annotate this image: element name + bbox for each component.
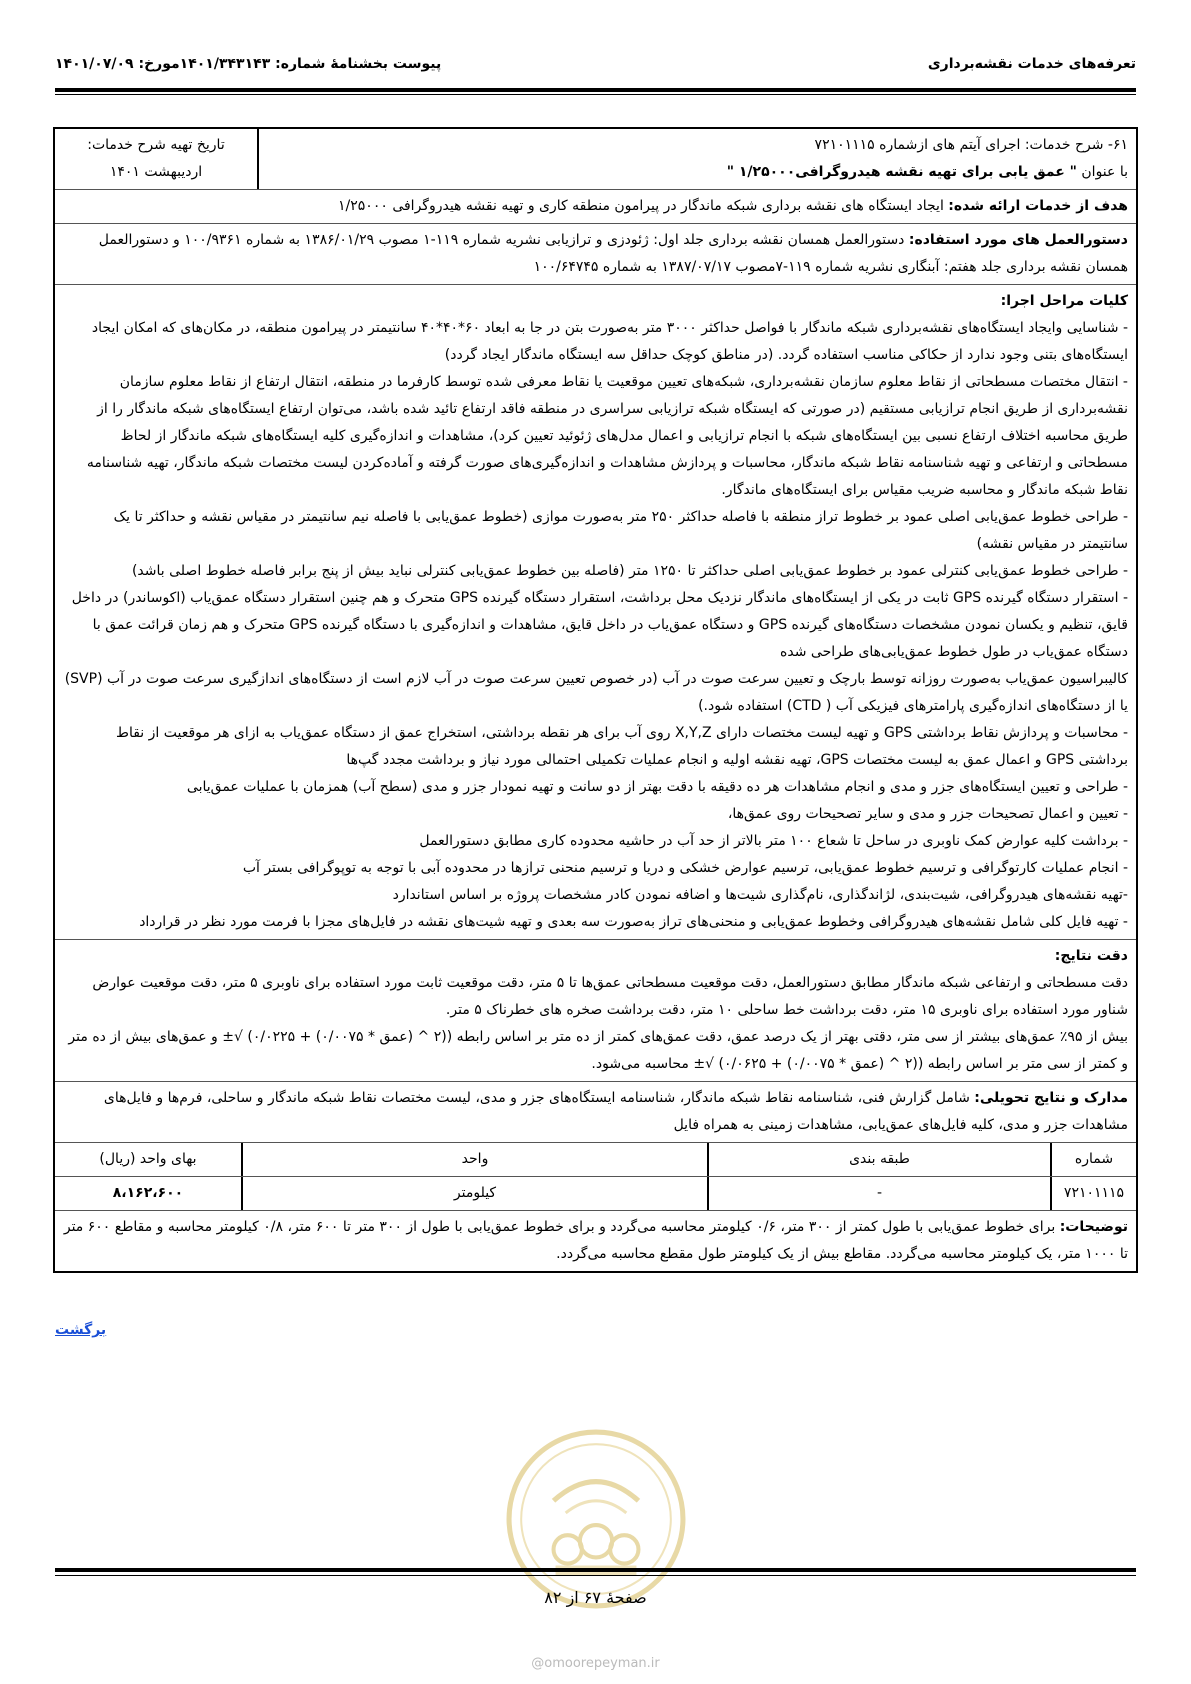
service-title: " عمق یابی برای تهیه نقشه هیدروگرافی۱/۲۵۰۰۰ " — [726, 164, 1077, 180]
back-link[interactable]: برگشت — [55, 1322, 107, 1338]
service-spec-table — [53, 127, 1138, 1273]
col-header-unit: واحد — [241, 1143, 707, 1176]
footer-rule-thin — [55, 1575, 1136, 1576]
accuracy-label: دقت نتایج: — [1054, 948, 1128, 964]
header-circular-ref: پیوست بخشنامۀ شماره: ۱۴۰۱/۳۴۳۱۴۳مورخ: ۱۴۰۱/۰۷/۰۹ — [55, 56, 442, 72]
col-header-classification: طبقه بندی — [707, 1143, 1050, 1176]
goal-label: هدف از خدمات ارائه شده: — [948, 198, 1128, 214]
step-item: - تهیه فایل کلی شامل نقشه‌های هیدروگرافی وخطوط عمق‌یابی و منحنی‌های تراز به‌صورت سه بعدی و تهیه شیت‌های نقشه در فایل‌های مجزا با فرمت مورد نظر در قرارداد — [139, 914, 1128, 930]
item-unit: کیلومتر — [241, 1177, 707, 1210]
instructions-row — [55, 224, 1136, 285]
step-item: - طراحی خطوط عمق‌یابی اصلی عمود بر خطوط تراز منطقه با فاصله حداکثر ۲۵۰ متر به‌صورت موازی (خطوط عمق‌یابی با فاصله نیم سانتیمتر در مقیاس نقشه و حداکثر تا یک سانتیمتر در مقیاس نقشه) — [113, 509, 1128, 552]
step-item: - استقرار دستگاه گیرنده GPS ثابت در یکی از ایستگاه‌های ماندگار نزدیک محل برداشت، استقرار دستگاه گیرنده GPS متحرک و هم چنین استقرار دستگاه عمق‌یاب (اکوساندر) در داخل قایق، تنظیم و یکسان نمودن مشخصات دستگاه‌های گیرنده GPS و دستگاه عمق‌یاب در داخل قایق، مشاهدات و اندازه‌گیری با دستگاه گیرنده GPS متحرک و هم زمان قرائت عمق با دستگاه عمق‌یاب در طول خطوط عمق‌یابی‌های طراحی شده — [71, 590, 1128, 660]
header-title: تعرفه‌های خدمات نقشه‌برداری — [927, 56, 1136, 72]
col-header-number: شماره — [1050, 1143, 1136, 1176]
header-rule-thin — [55, 94, 1136, 95]
service-line-2: با عنوان " عمق یابی برای تهیه نقشه هیدروگرافی۱/۲۵۰۰۰ " — [726, 164, 1128, 180]
notes-row — [55, 1211, 1136, 1271]
date-value: اردیبهشت ۱۴۰۱ — [109, 164, 203, 180]
step-item: - انجام عملیات کارتوگرافی و ترسیم خطوط عمق‌یابی، ترسیم عوارض خشکی و دریا و ترسیم منحنی ترازها در محدوده آبی با توجه به توپوگرافی بستر آب — [242, 860, 1128, 876]
steps-label: کلیات مراحل اجرا: — [1000, 293, 1128, 309]
price-table-header — [55, 1143, 1136, 1177]
price-table-row — [55, 1177, 1136, 1211]
notes-text: برای خطوط عمق‌یابی با طول کمتر از ۳۰۰ متر، ۰/۶ کیلومتر محاسبه می‌گردد و برای خطوط عمق‌یابی با طول از ۳۰۰ متر تا ۶۰۰ متر، ۰/۸ کیلومتر محاسبه و مقاطع ۶۰۰ متر تا ۱۰۰۰ متر، یک کیلومتر محاسبه می‌گردد. مقاطع بیش از یک کیلومتر طول مقطع محاسبه می‌گردد. — [63, 1219, 1128, 1262]
col-header-unit-price: بهای واحد (ریال) — [99, 1151, 197, 1167]
goal-text: ایجاد ایستگاه های نقشه برداری شبکه ماندگار در پیرامون منطقه کاری و تهیه نقشه هیدروگرافی ۱/۲۵۰۰۰ — [338, 198, 949, 214]
watermark-seal-icon — [505, 1428, 687, 1610]
accuracy-row — [55, 940, 1136, 1082]
header-rule — [55, 88, 1136, 92]
accuracy-paragraph-1: دقت مسطحاتی و ارتفاعی شبکه ماندگار مطابق دستورالعمل، دقت موقعیت مسطحاتی عمق‌ها تا ۵ متر، دقت موقعیت ثابت مورد استفاده برای ناوبری ۵ متر، دقت موقعیت عوارض شناور مورد استفاده برای ناوبری ۱۵ متر، دقت برداشت خط ساحلی ۱۰ متر، دقت برداشت صخره های خطرناک ۵ متر. — [92, 975, 1128, 1018]
service-date-cell — [55, 129, 259, 189]
deliverables-row — [55, 1082, 1136, 1143]
accuracy-paragraph-2: بیش از ۹۵٪ عمق‌های بیشتر از سی متر، دقتی بهتر از یک درصد عمق، دقت عمق‌های کمتر از ده متر بر اساس رابطه ((۲ ^ (عمق * ۰/۰۰۷۵) + ۰/۰۲۲۵) √± و عمق‌های بیش از ده متر و کمتر از سی متر بر اساس رابطه ((۲ ^ (عمق * ۰/۰۰۷۵) + ۰/۰۶۲۵) √± محاسبه می‌شود. — [68, 1029, 1128, 1072]
step-item: - طراحی و تعیین ایستگاه‌های جزر و مدی و انجام مشاهدات هر ده دقیقه با دقت بهتر از دو سانت و تهیه نمودار جزر و مدی (سطح آب) همزمان با عملیات عمق‌یابی — [186, 779, 1128, 795]
service-title-row — [55, 129, 1136, 190]
notes-label: توضیحات: — [1059, 1219, 1128, 1235]
step-item: - انتقال مختصات مسطحاتی از نقاط معلوم سازمان نقشه‌برداری، شبکه‌های تعیین موقعیت یا نقاط معرفی شده توسط کارفرما در منطقه، انتقال ارتفاع از نقاط معلوم سازمان نقشه‌برداری از طریق انجام ترازیابی مستقیم (در صورتی که ایستگاه شبکه ترازیابی سراسری در منطقه فاقد ارتفاع تائید شده باشد، می‌توان ارتفاع ایستگاه‌های شبکه ماندگار را از طریق محاسبه اختلاف ارتفاع نسبی بین ایستگاه‌های شبکه با انجام ترازیابی و اعمال مدل‌های ژئوئید تعیین کرد)، مشاهدات و اندازه‌گیری کلیه ایستگاه‌های شبکه ماندگار از لحاظ مسطحاتی و ارتفاعی و تهیه شناسنامه نقاط شبکه ماندگار، محاسبات و پردازش مشاهدات و اندازه‌گیری‌های صورت گرفته و آماده‌کردن لیست مختصات شبکه ماندگار، تهیه شناسنامه نقاط شبکه ماندگار و محاسبه ضریب مقیاس برای ایستگاه‌های ماندگار. — [86, 374, 1128, 498]
item-classification: - — [707, 1177, 1050, 1210]
step-item: - برداشت کلیه عوارض کمک ناوبری در ساحل تا شعاع ۱۰۰ متر بالاتر از حد آب در حاشیه محدوده کاری مطابق دستورالعمل — [419, 833, 1128, 849]
steps-row — [55, 285, 1136, 940]
date-label: تاریخ تهیه شرح خدمات: — [87, 137, 225, 153]
site-watermark: @omoorepeyman.ir — [531, 1656, 660, 1671]
page-header — [55, 56, 1136, 76]
page-number: صفحۀ ۶۷ از ۸۲ — [544, 1588, 647, 1607]
footer-rule — [55, 1568, 1136, 1572]
deliverables-label: مدارک و نتایج تحویلی: — [974, 1090, 1128, 1106]
instructions-text: دستورالعمل همسان نقشه برداری جلد اول: ژئودزی و ترازیابی نشریه شماره ۱۱۹-۱ مصوب ۱۳۸۶/۰۱/۲۹ به شماره ۱۰۰/۹۳۶۱ و دستورالعمل همسان نقشه برداری جلد هفتم: آبنگاری نشریه شماره ۱۱۹-۷مصوب ۱۳۸۷/۰۷/۱۷ به شماره ۱۰۰/۶۴۷۴۵ — [98, 232, 1128, 275]
step-item: - شناسایی وایجاد ایستگاه‌های نقشه‌برداری شبکه ماندگار با فواصل حداکثر ۳۰۰۰ متر به‌صورت بتن در جا به ابعاد ۶۰*۴۰*۴۰ سانتیمتر در پیرامون منطقه، در مکان‌های که امکان ایجاد ایستگاه‌های بتنی وجود ندارد از حکاکی مناسب استفاده گردد. (در مناطق کوچک حداقل سه ایستگاه ماندگار ایجاد گردد) — [91, 320, 1128, 363]
step-item: -تهیه نقشه‌های هیدروگرافی، شیت‌بندی، لژاندگذاری، نام‌گذاری شیت‌ها و اضافه نمودن کادر مشخصات پروژه بر اساس استاندارد — [392, 887, 1128, 903]
goal-row — [55, 190, 1136, 224]
deliverables-text: شامل گزارش فنی، شناسنامه نقاط شبکه ماندگار، شناسنامه ایستگاه‌های جزر و مدی، لیست مختصات نقاط شبکه ماندگار و ساحلی، فرم‌ها و فایل‌های مشاهدات جزر و مدی، کلیه فایل‌های عمق‌یابی، مشاهدات زمینی به همراه فایل — [103, 1090, 1128, 1133]
step-item: - طراحی خطوط عمق‌یابی کنترلی عمود بر خطوط عمق‌یابی اصلی حداکثر تا ۱۲۵۰ متر (فاصله بین خطوط عمق‌یابی کنترلی نباید بیش از پنج برابر فاصله خطوط اصلی باشد) — [131, 563, 1128, 579]
item-number: ۷۲۱۰۱۱۱۵ — [1050, 1177, 1136, 1210]
step-item: کالیبراسیون عمق‌یاب به‌صورت روزانه توسط بارچک و تعیین سرعت صوت در آب (در خصوص تعیین سرعت صوت در آب لازم است از دستگاه‌های اندازگیری سرعت صوت در آب (SVP) یا از دستگاه‌های اندازه‌گیری پارامترهای فیزیکی آب ( CTD) استفاده شود.) — [64, 671, 1128, 714]
item-unit-price: ۸،۱۶۲،۶۰۰ — [112, 1185, 184, 1201]
service-description — [259, 129, 1136, 189]
step-item: - محاسبات و پردازش نقاط برداشتی GPS و تهیه لیست مختصات دارای X,Y,Z روی آب برای هر نقطه برداشتی، استخراج عمق از دستگاه عمق‌یاب به ازای هر موقعیت از نقاط برداشتی GPS و اعمال عمق به لیست مختصات GPS، تهیه نقشه اولیه و انجام عملیات تکمیلی احتمالی مورد نیاز و برداشت مجدد گپ‌ها — [116, 725, 1128, 768]
site-name: omoorepeyman.ir — [544, 1656, 660, 1671]
service-line-1: ۶۱- شرح خدمات: اجرای آیتم های ازشماره ۷۲۱۰۱۱۱۵ — [814, 137, 1128, 153]
instructions-label: دستورالعمل های مورد استفاده: — [908, 232, 1128, 248]
step-item: - تعیین و اعمال تصحیحات جزر و مدی و سایر تصحیحات روی عمق‌ها، — [727, 806, 1128, 822]
